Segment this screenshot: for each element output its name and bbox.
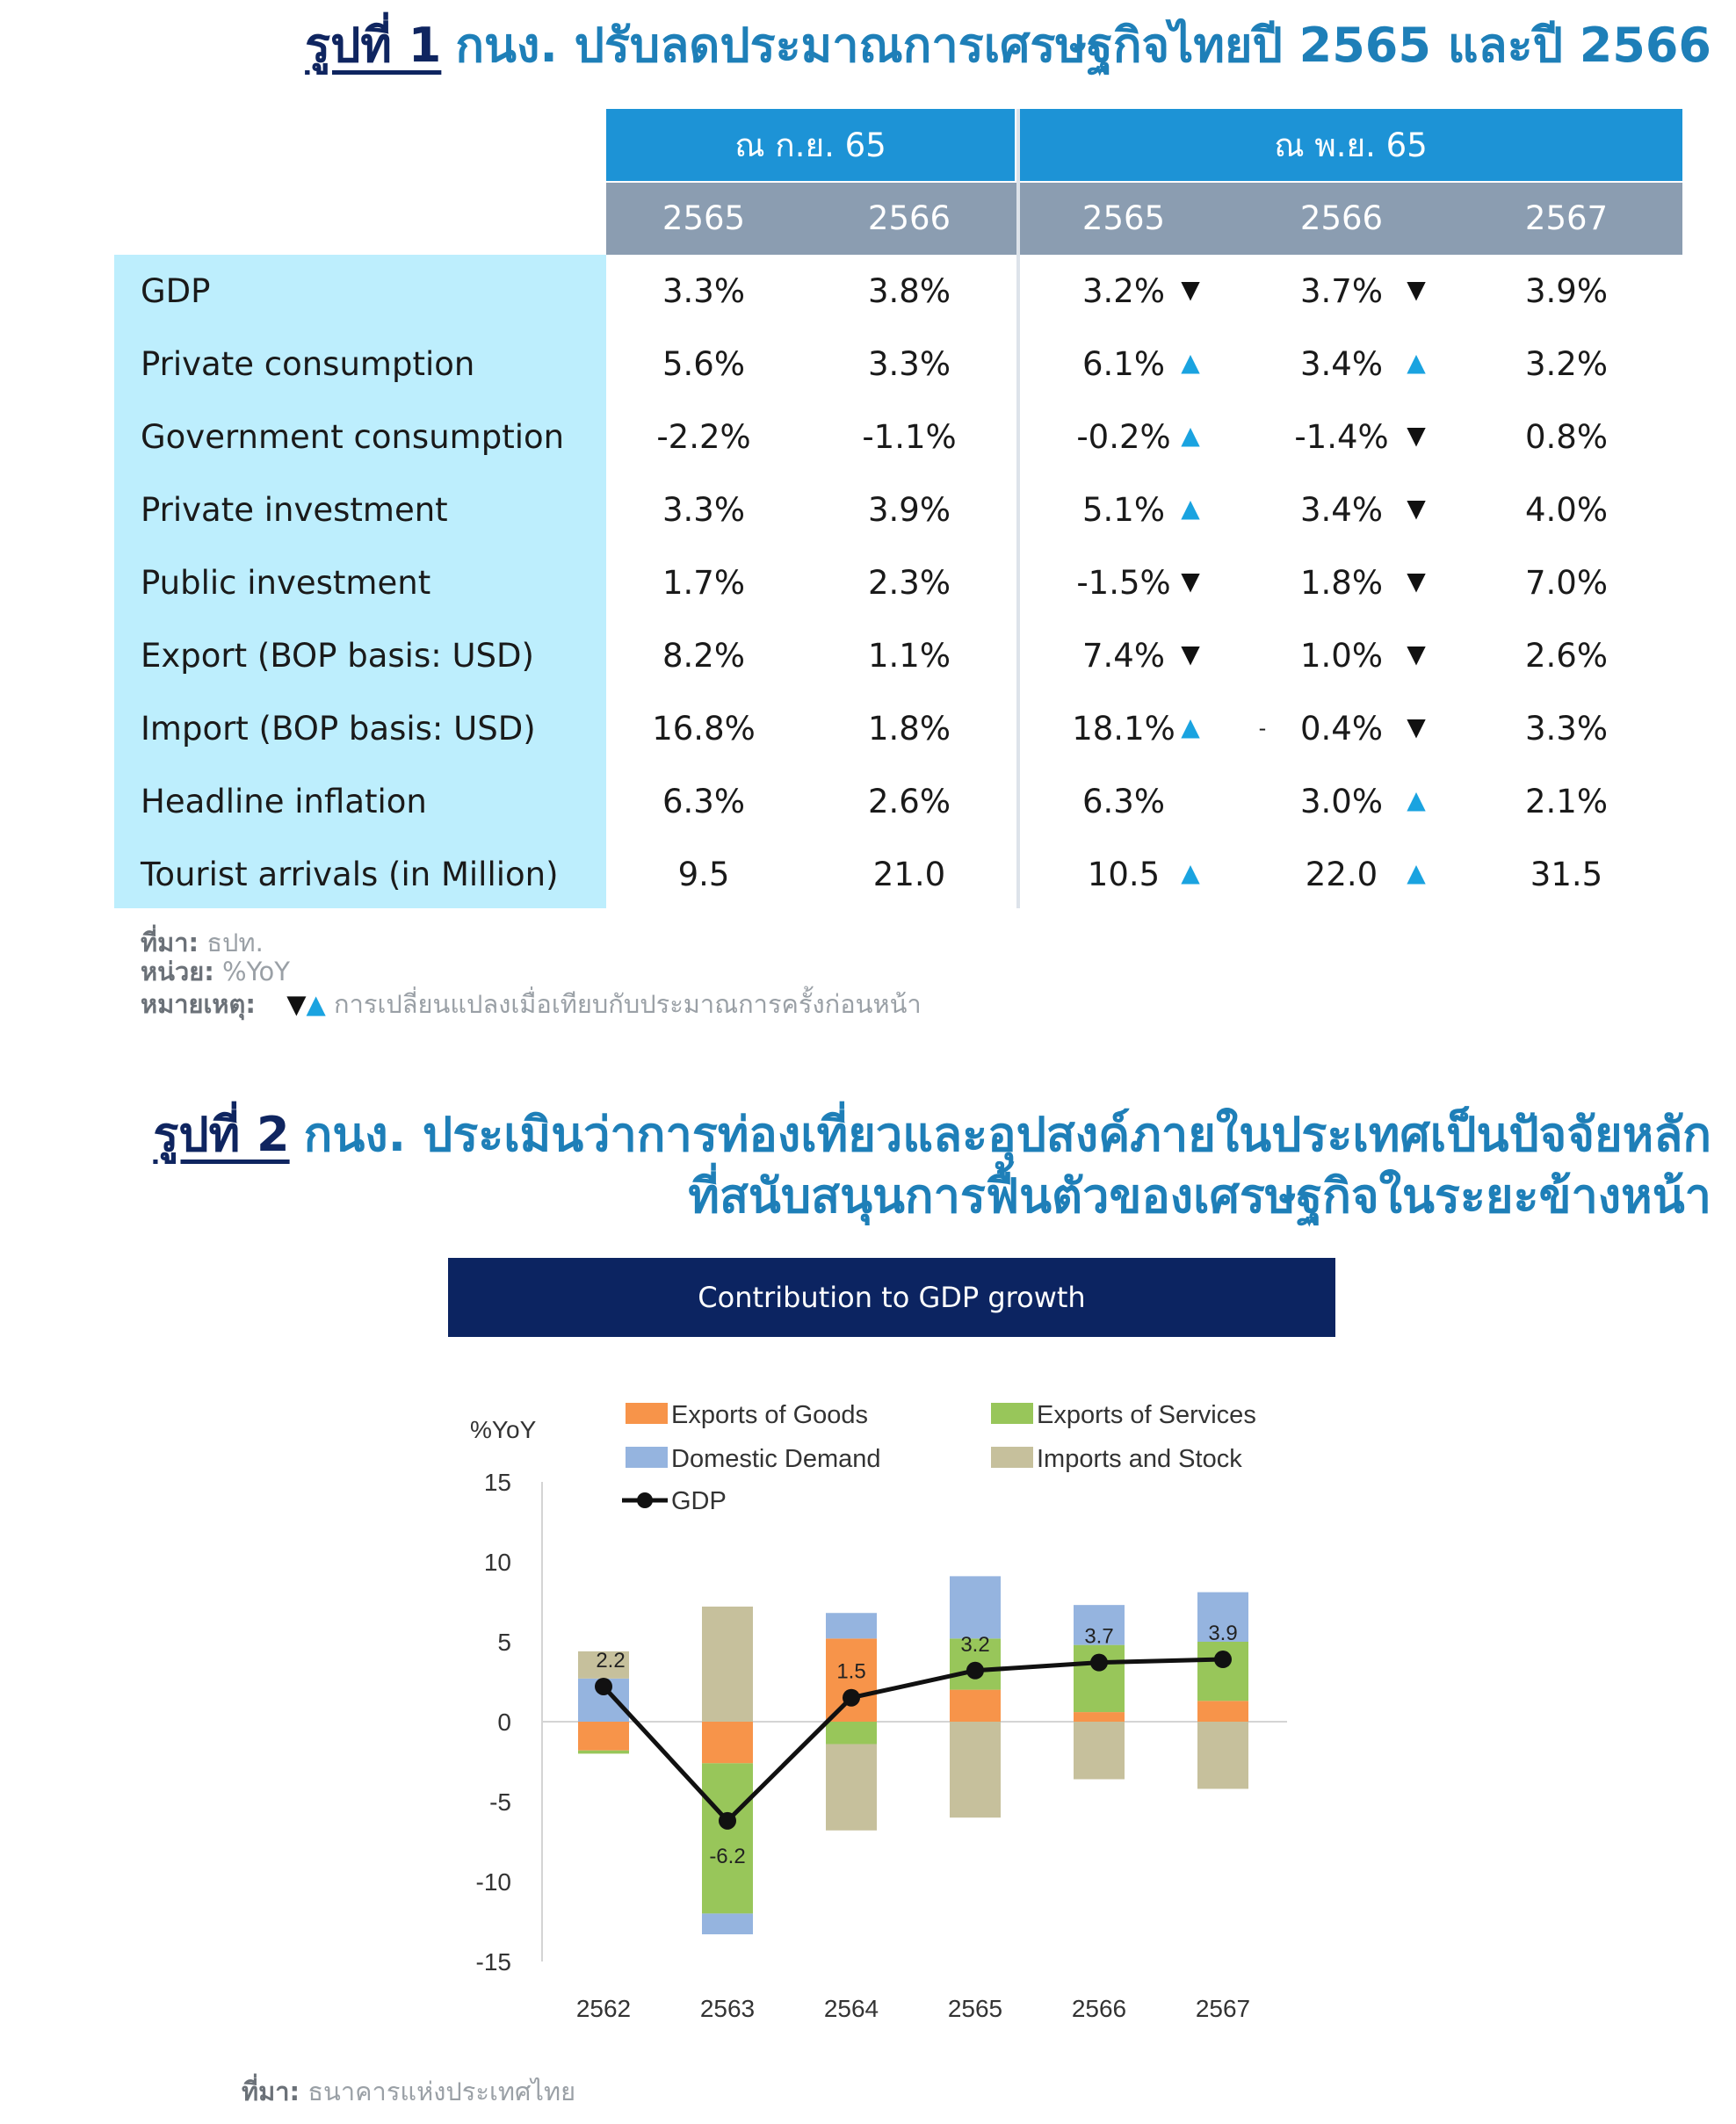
gdp-line xyxy=(604,1659,1223,1821)
bar-segment xyxy=(1074,1722,1125,1780)
table-cell: 16.8% xyxy=(652,710,756,748)
row-label: Export (BOP basis: USD) xyxy=(141,637,534,675)
y-tick-label: 5 xyxy=(497,1629,511,1656)
y-tick-label: -15 xyxy=(475,1948,511,1976)
table-cell: 1.0% xyxy=(1300,637,1383,675)
data-label: -6.2 xyxy=(709,1844,746,1868)
legend-swatch xyxy=(991,1403,1033,1424)
up-arrow-icon: ▲ xyxy=(1181,712,1200,741)
bar-segment xyxy=(826,1744,877,1830)
bar-segment xyxy=(702,1607,753,1722)
legend-label: Domestic Demand xyxy=(671,1445,881,1473)
chart-source-label: ที่มา: xyxy=(242,2077,300,2106)
table-dash: - xyxy=(1258,716,1267,741)
table-cell: 18.1% xyxy=(1072,710,1175,748)
table-cell: 6.1% xyxy=(1082,345,1165,383)
bar-segment xyxy=(1074,1712,1125,1722)
table-cell: 22.0 xyxy=(1305,856,1378,893)
bar-segment xyxy=(702,1722,753,1763)
table-cell: 3.4% xyxy=(1300,491,1383,529)
table-cell: -1.4% xyxy=(1294,418,1389,456)
chart-banner-title: Contribution to GDP growth xyxy=(698,1281,1086,1314)
legend-label: Exports of Goods xyxy=(671,1401,869,1429)
chart-source-note xyxy=(242,2071,575,2112)
legend-label: Exports of Services xyxy=(1037,1401,1256,1429)
gdp-point xyxy=(719,1812,736,1830)
down-arrow-icon: ▼ xyxy=(1407,712,1426,741)
table-cell: 2.3% xyxy=(868,564,951,602)
year-header: 2567 xyxy=(1524,199,1609,237)
legend-gdp-marker xyxy=(637,1492,653,1508)
figure1-title-text: กนง. ปรับลดประมาณการเศรษฐกิจไทยปี 2565 และปี 2566 xyxy=(455,18,1711,73)
year-header: 2566 xyxy=(867,199,951,237)
table-cell: 7.4% xyxy=(1082,637,1165,675)
data-label: 2.2 xyxy=(596,1648,626,1672)
bar-segment xyxy=(578,1751,629,1754)
table-cell: 0.8% xyxy=(1525,418,1608,456)
data-label: 3.2 xyxy=(960,1632,990,1657)
table-cell: 6.3% xyxy=(662,783,745,820)
down-arrow-icon: ▼ xyxy=(1407,494,1426,523)
table-cell: 9.5 xyxy=(677,856,730,893)
data-label: 1.5 xyxy=(836,1659,866,1684)
down-arrow-icon: ▼ xyxy=(1181,639,1200,668)
year-header: 2566 xyxy=(1299,199,1384,237)
table-cell: 3.2% xyxy=(1525,345,1608,383)
row-label: Tourist arrivals (in Million) xyxy=(141,856,559,893)
row-label: Government consumption xyxy=(141,418,565,456)
legend-swatch xyxy=(626,1447,668,1468)
table-cell: 1.8% xyxy=(1300,564,1383,602)
bar-segment xyxy=(1197,1701,1248,1722)
bar-segment xyxy=(950,1722,1001,1817)
y-tick-label: -10 xyxy=(475,1868,511,1896)
table-cell: 4.0% xyxy=(1525,491,1608,529)
table-cell: 3.9% xyxy=(868,491,951,529)
x-tick-label: 2563 xyxy=(699,1995,756,2022)
table-cell: 3.3% xyxy=(662,491,745,529)
up-arrow-icon: ▲ xyxy=(1181,348,1200,377)
bar-segment xyxy=(950,1576,1001,1638)
table-cell: 3.3% xyxy=(868,345,951,383)
table-cell: 3.3% xyxy=(662,272,745,310)
row-label: Import (BOP basis: USD) xyxy=(141,710,536,748)
up-arrow-icon: ▲ xyxy=(1407,858,1426,887)
gdp-point xyxy=(1214,1651,1232,1668)
table-cell: 2.1% xyxy=(1525,783,1608,820)
bar-segment xyxy=(702,1763,753,1913)
table-cell: -2.2% xyxy=(656,418,751,456)
table-cell: 31.5 xyxy=(1530,856,1603,893)
table-cell: -1.5% xyxy=(1076,564,1171,602)
up-arrow-icon: ▲ xyxy=(1181,421,1200,450)
figure1-label: รูปที่ 1 xyxy=(305,18,442,73)
table-cell: 8.2% xyxy=(662,637,745,675)
up-arrow-icon: ▲ xyxy=(1407,785,1426,814)
up-arrow-icon: ▲ xyxy=(1181,494,1200,523)
bar-segment xyxy=(826,1722,877,1744)
bar-segment xyxy=(950,1690,1001,1722)
gdp-point xyxy=(843,1689,860,1707)
unit-note-label: หน่วย: xyxy=(141,957,214,986)
table-cell: 3.4% xyxy=(1300,345,1383,383)
table-cell: 1.7% xyxy=(662,564,745,602)
year-header: 2565 xyxy=(662,199,746,237)
header-as-of-sep-label: ณ ก.ย. 65 xyxy=(734,126,886,164)
legend-label: GDP xyxy=(671,1487,727,1515)
y-axis-label: %YoY xyxy=(470,1416,537,1443)
data-label: 3.9 xyxy=(1208,1622,1238,1646)
source-note-label: ที่มา: xyxy=(141,928,199,957)
table-cell: -1.1% xyxy=(862,418,957,456)
gdp-point xyxy=(595,1678,612,1695)
remark-note-value: การเปลี่ยนแปลงเมื่อเทียบกับประมาณการครั้งก่อนหน้า xyxy=(334,989,922,1019)
down-arrow-icon: ▼ xyxy=(1181,567,1200,596)
row-label: Private investment xyxy=(141,491,448,529)
chart-source-value: ธนาคารแห่งประเทศไทย xyxy=(307,2077,576,2106)
up-arrow-icon: ▲ xyxy=(1181,858,1200,887)
data-label: 3.7 xyxy=(1084,1624,1114,1649)
row-label: GDP xyxy=(141,272,211,310)
figure2-title-text-1: กนง. ประเมินว่าการท่องเที่ยวและอุปสงค์ภายในประเทศเป็นปัจจัยหลัก xyxy=(303,1107,1711,1162)
year-header: 2565 xyxy=(1081,199,1166,237)
figure2-label: รูปที่ 2 xyxy=(153,1107,290,1162)
row-label: Headline inflation xyxy=(141,783,427,820)
down-arrow-legend-icon: ▼ xyxy=(286,989,307,1019)
table-cell: 3.7% xyxy=(1300,272,1383,310)
header-as-of-nov-label: ณ พ.ย. 65 xyxy=(1274,126,1428,164)
table-cell: 1.1% xyxy=(868,637,951,675)
down-arrow-icon: ▼ xyxy=(1407,639,1426,668)
table-cell: 1.8% xyxy=(868,710,951,748)
row-label: Public investment xyxy=(141,564,431,602)
table-cell: 3.3% xyxy=(1525,710,1608,748)
table-cell: 3.9% xyxy=(1525,272,1608,310)
up-arrow-legend-icon: ▲ xyxy=(306,989,326,1019)
bar-segment xyxy=(578,1722,629,1751)
y-tick-label: 10 xyxy=(483,1549,511,1576)
down-arrow-icon: ▼ xyxy=(1407,567,1426,596)
x-tick-label: 2565 xyxy=(947,1995,1003,2022)
table-cell: 3.2% xyxy=(1082,272,1165,310)
legend-swatch xyxy=(991,1447,1033,1468)
x-tick-label: 2567 xyxy=(1195,1995,1251,2022)
table-cell: 5.1% xyxy=(1082,491,1165,529)
legend-swatch xyxy=(626,1403,668,1424)
up-arrow-icon: ▲ xyxy=(1407,348,1426,377)
table-cell: -0.2% xyxy=(1076,418,1171,456)
table-cell: 6.3% xyxy=(1082,783,1165,820)
x-tick-label: 2562 xyxy=(575,1995,632,2022)
unit-note-value: %YoY xyxy=(222,957,290,986)
table-cell: 5.6% xyxy=(662,345,745,383)
gdp-point xyxy=(966,1662,984,1680)
source-note-value: ธปท. xyxy=(206,928,264,957)
gdp-point xyxy=(1090,1654,1108,1672)
x-tick-label: 2566 xyxy=(1071,1995,1127,2022)
row-label: Private consumption xyxy=(141,345,475,383)
y-tick-label: -5 xyxy=(489,1788,511,1816)
y-tick-label: 0 xyxy=(497,1709,511,1736)
legend-label: Imports and Stock xyxy=(1037,1445,1242,1473)
table-cell: 10.5 xyxy=(1087,856,1161,893)
bar-segment xyxy=(1197,1722,1248,1788)
table-cell: 0.4% xyxy=(1300,710,1383,748)
y-tick-label: 15 xyxy=(483,1469,511,1496)
down-arrow-icon: ▼ xyxy=(1407,275,1426,304)
remark-note-label: หมายเหตุ: xyxy=(141,989,256,1019)
bar-segment xyxy=(702,1913,753,1934)
table-cell: 7.0% xyxy=(1525,564,1608,602)
table-cell: 3.8% xyxy=(868,272,951,310)
table-cell: 3.0% xyxy=(1300,783,1383,820)
table-cell: 2.6% xyxy=(1525,637,1608,675)
x-tick-label: 2564 xyxy=(823,1995,879,2022)
down-arrow-icon: ▼ xyxy=(1181,275,1200,304)
table-cell: 2.6% xyxy=(868,783,951,820)
bar-segment xyxy=(826,1613,877,1638)
down-arrow-icon: ▼ xyxy=(1407,421,1426,450)
figure2-title-text-2: ที่สนับสนุนการฟื้นตัวของเศรษฐกิจในระยะข้างหน้า xyxy=(688,1168,1711,1224)
table-cell: 21.0 xyxy=(872,856,946,893)
